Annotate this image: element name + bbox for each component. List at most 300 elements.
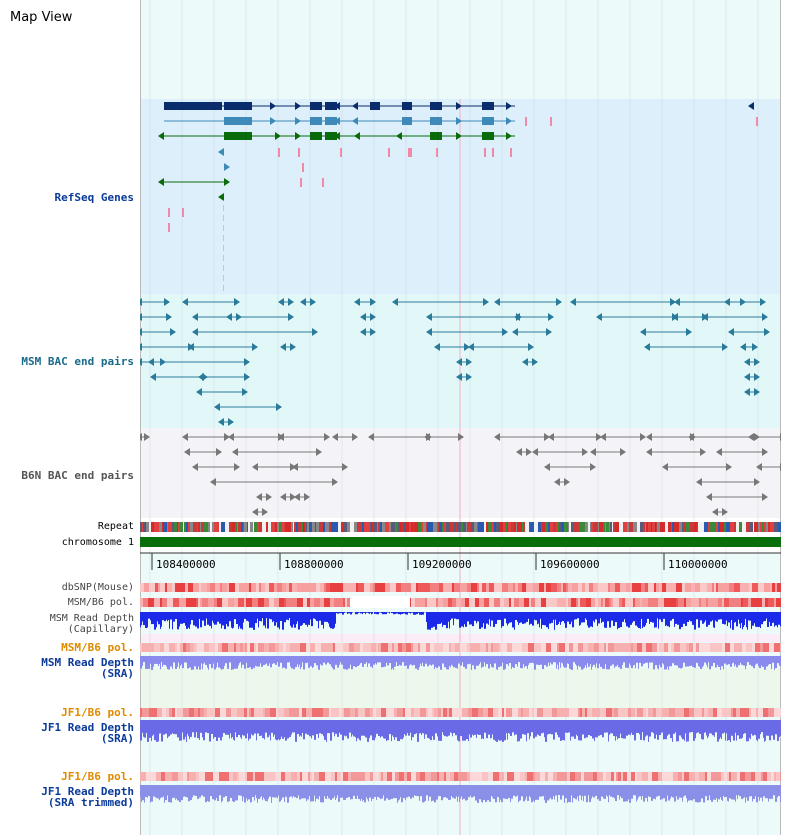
track-label-dbsnp[interactable]: dbSNP(Mouse) [61, 582, 134, 593]
jf1-depth-sra-bar [140, 720, 142, 741]
jf1-depth-trim-bar [677, 785, 679, 800]
msm-depth-capillary-bar [185, 612, 186, 626]
jf1-depth-trim-bar [765, 785, 767, 798]
msm-depth-sra-bar [350, 656, 351, 665]
jf1-b6-pol-cell [434, 708, 438, 717]
msm-depth-sra-bar [606, 656, 608, 669]
msm-depth-capillary-bar [362, 612, 363, 614]
track-label-jf1-b6-pol-1[interactable]: JF1/B6 pol. [61, 706, 134, 719]
repeat-block [229, 522, 232, 532]
msm-depth-sra-bar [534, 656, 536, 670]
msm-b6-pol-cell [619, 598, 622, 607]
jf1-depth-sra-bar [187, 720, 188, 734]
jf1-b6-pol-2-cell [570, 772, 572, 781]
msm-depth-sra-bar [494, 656, 496, 663]
axis-tick-label: 110000000 [668, 558, 728, 571]
msm-depth-sra-bar [542, 656, 544, 669]
msm-depth-sra-bar [258, 656, 260, 667]
msm-depth-sra-bar [595, 656, 596, 668]
jf1-depth-trim-bar [346, 785, 348, 798]
jf1-depth-trim-bar [758, 785, 759, 797]
msm-depth-capillary-bar [326, 612, 328, 622]
jf1-b6-pol-cell [149, 708, 151, 717]
jf1-depth-trim-bar [501, 785, 503, 802]
jf1-b6-pol-cell [207, 708, 210, 717]
jf1-b6-pol-2-cell [567, 772, 570, 781]
msm-depth-capillary-bar [465, 612, 467, 627]
repeat-block [178, 522, 180, 532]
track-label-b6n-bac[interactable]: B6N BAC end pairs [21, 469, 134, 482]
jf1-depth-sra-bar [483, 720, 484, 739]
msm-depth-sra-bar [703, 656, 704, 666]
msm-depth-capillary-bar [745, 612, 746, 619]
repeat-block [400, 522, 402, 532]
track-label-chromosome[interactable]: chromosome 1 [61, 537, 134, 548]
track-label-msm-depth-sra[interactable] [0, 657, 134, 679]
jf1-depth-trim-bar [460, 785, 461, 799]
jf1-b6-pol-2-cell [705, 772, 707, 781]
msm-depth-sra-bar [717, 656, 718, 665]
track-label-refseq[interactable]: RefSeq Genes [54, 191, 134, 204]
jf1-depth-sra-bar [529, 720, 530, 739]
jf1-depth-sra-bar [318, 720, 319, 738]
jf1-b6-pol-cell [231, 708, 237, 717]
msm-b6-pol-cell [252, 598, 254, 607]
jf1-b6-pol-2-cell [381, 772, 383, 781]
jf1-depth-sra-bar [223, 720, 225, 733]
jf1-depth-sra-bar [324, 720, 326, 740]
msm-depth-capillary-bar [365, 612, 366, 614]
track-label-msm-depth-cap[interactable] [0, 613, 134, 635]
jf1-depth-sra-bar [460, 720, 462, 736]
jf1-depth-trim-bar [257, 785, 258, 803]
jf1-depth-trim-bar [227, 785, 229, 802]
jf1-depth-trim-bar [355, 785, 357, 799]
jf1-b6-pol-cell [355, 708, 358, 717]
jf1-b6-pol-cell [572, 708, 574, 717]
jf1-depth-trim-bar [203, 785, 205, 797]
msm-depth-sra-bar [577, 656, 578, 670]
jf1-depth-sra-bar [159, 720, 160, 734]
msm-depth-capillary-bar [382, 612, 384, 614]
jf1-b6-pol-2-cell [729, 772, 731, 781]
jf1-b6-pol-2-cell [755, 772, 761, 781]
jf1-depth-sra-bar [571, 720, 572, 737]
msm-depth-capillary-bar [504, 612, 506, 619]
msm-b6-pol-2-cell [480, 643, 486, 652]
track-label-jf1-depth-sra[interactable] [0, 722, 134, 744]
msm-depth-capillary-bar [588, 612, 590, 628]
track-label-jf1-b6-pol-2[interactable]: JF1/B6 pol. [61, 770, 134, 783]
jf1-depth-trim-bar [771, 785, 773, 799]
jf1-depth-sra-bar [779, 720, 780, 737]
jf1-b6-pol-cell [726, 708, 731, 717]
jf1-b6-pol-2-cell [420, 772, 425, 781]
jf1-depth-sra-bar [506, 720, 507, 733]
jf1-depth-sra-bar [474, 720, 475, 735]
repeat-block [683, 522, 686, 532]
jf1-depth-trim-bar [688, 785, 690, 801]
msm-depth-sra-bar [764, 656, 766, 670]
track-label-repeat[interactable]: Repeat [97, 521, 134, 532]
jf1-b6-pol-2-cell [275, 772, 281, 781]
msm-depth-sra-bar [161, 656, 162, 662]
jf1-depth-trim-bar [153, 785, 155, 796]
chromosome-bar [140, 537, 781, 547]
jf1-b6-pol-2-cell [658, 772, 662, 781]
jf1-b6-pol-2-cell [533, 772, 535, 781]
dbsnp-cell [401, 583, 405, 592]
jf1-depth-trim-bar [237, 785, 238, 800]
msm-b6-pol-2-cell [657, 643, 659, 652]
msm-b6-pol-cell [274, 598, 279, 607]
jf1-depth-trim-bar [344, 785, 346, 800]
msm-depth-sra-bar [387, 656, 389, 665]
jf1-depth-sra-bar [687, 720, 689, 741]
msm-b6-pol-cell [162, 598, 167, 607]
repeat-block [708, 522, 709, 532]
track-label-msm-b6-pol-2[interactable]: MSM/B6 pol. [61, 641, 134, 654]
repeat-block [734, 522, 736, 532]
jf1-depth-sra-bar [230, 720, 231, 733]
repeat-block [754, 522, 758, 532]
jf1-b6-pol-2-cell [383, 772, 387, 781]
jf1-depth-trim-bar [550, 785, 551, 798]
jf1-depth-sra-bar [400, 720, 402, 739]
repeat-block [145, 522, 146, 532]
dbsnp-cell [341, 583, 343, 592]
repeat-block [709, 522, 712, 532]
msm-depth-capillary-bar [489, 612, 490, 619]
repeat-block [558, 522, 559, 532]
repeat-block [610, 522, 612, 532]
msm-depth-capillary-bar [166, 612, 167, 620]
repeat-block [167, 522, 168, 532]
jf1-b6-pol-2-cell [314, 772, 319, 781]
repeat-block [172, 522, 174, 532]
jf1-depth-sra-bar [149, 720, 151, 738]
jf1-b6-pol-2-cell [291, 772, 297, 781]
jf1-depth-sra-bar [146, 720, 147, 733]
jf1-depth-sra-bar [266, 720, 267, 733]
repeat-block [275, 522, 277, 532]
msm-depth-capillary-bar [577, 612, 579, 618]
msm-depth-capillary-bar [477, 612, 479, 621]
jf1-depth-sra-bar [676, 720, 678, 741]
jf1-depth-trim-bar [475, 785, 477, 801]
jf1-depth-trim-bar [762, 785, 763, 801]
msm-depth-capillary-bar [454, 612, 456, 619]
jf1-depth-sra-bar [245, 720, 247, 738]
repeat-block [718, 522, 720, 532]
jf1-depth-sra-bar [300, 720, 301, 736]
msm-depth-capillary-bar [396, 612, 398, 614]
dbsnp-cell [443, 583, 447, 592]
jf1-depth-trim-bar [243, 785, 244, 797]
msm-depth-sra-bar [449, 656, 450, 666]
msm-depth-capillary-bar [167, 612, 168, 621]
jf1-depth-sra-bar [450, 720, 451, 732]
msm-b6-pol-cell [561, 598, 566, 607]
msm-depth-capillary-bar [200, 612, 202, 627]
jf1-depth-trim-bar [172, 785, 173, 798]
jf1-depth-sra-bar [241, 720, 242, 739]
msm-b6-pol-2-cell [398, 643, 402, 652]
msm-depth-capillary-bar [238, 612, 239, 629]
jf1-b6-pol-cell [662, 708, 667, 717]
msm-depth-capillary-bar [406, 612, 408, 615]
msm-depth-sra-bar [528, 656, 529, 665]
msm-depth-sra-bar [256, 656, 258, 666]
msm-depth-capillary-bar [600, 612, 601, 618]
jf1-depth-sra-bar [446, 720, 448, 737]
jf1-b6-pol-2-cell [404, 772, 407, 781]
jf1-b6-pol-2-cell [520, 772, 525, 781]
msm-b6-pol-cell [678, 598, 684, 607]
msm-b6-pol-2-cell [140, 643, 142, 652]
jf1-depth-trim-bar [187, 785, 188, 798]
jf1-depth-sra-bar [693, 720, 695, 741]
msm-depth-capillary-bar [372, 612, 373, 614]
repeat-block [454, 522, 456, 532]
msm-depth-capillary-bar [401, 612, 403, 614]
msm-depth-sra-bar [337, 656, 339, 668]
refseq-minor-feature [168, 223, 170, 232]
msm-b6-pol-2-cell [621, 643, 626, 652]
jf1-depth-sra-bar [167, 720, 168, 738]
msm-depth-capillary-bar [195, 612, 197, 627]
msm-depth-capillary-bar [687, 612, 689, 622]
jf1-b6-pol-2-cell [721, 772, 724, 781]
jf1-depth-sra-bar [646, 720, 648, 735]
jf1-depth-trim-bar [350, 785, 351, 799]
repeat-block [516, 522, 517, 532]
msm-depth-capillary-bar [284, 612, 285, 622]
jf1-depth-trim-bar [337, 785, 338, 795]
dbsnp-cell [494, 583, 497, 592]
msm-depth-capillary-bar [642, 612, 643, 628]
repeat-block [770, 522, 773, 532]
msm-b6-pol-2-cell [319, 643, 321, 652]
msm-depth-sra-bar [515, 656, 517, 664]
msm-depth-sra-bar [630, 656, 631, 665]
dbsnp-cell [411, 583, 416, 592]
msm-depth-sra-bar [283, 656, 285, 668]
jf1-depth-sra-bar [293, 720, 295, 732]
jf1-depth-sra-bar [363, 720, 365, 736]
msm-depth-capillary-bar [534, 612, 535, 620]
msm-depth-sra-bar [678, 656, 680, 668]
repeat-block [603, 522, 605, 532]
msm-depth-sra-bar [411, 656, 412, 665]
msm-depth-capillary-bar [366, 612, 368, 613]
dbsnp-cell [578, 583, 582, 592]
repeat-block [760, 522, 762, 532]
jf1-depth-trim-bar [768, 785, 769, 802]
msm-depth-sra-bar [329, 656, 331, 664]
repeat-block [774, 522, 775, 532]
jf1-depth-trim-bar [682, 785, 683, 802]
msm-depth-capillary-bar [405, 612, 406, 614]
repeat-block [730, 522, 734, 532]
jf1-depth-sra-bar [508, 720, 509, 733]
jf1-depth-trim-bar [410, 785, 412, 799]
jf1-depth-sra-bar [586, 720, 588, 737]
jf1-depth-trim-bar [412, 785, 413, 797]
jf1-b6-pol-2-cell [433, 772, 437, 781]
msm-b6-pol-cell [658, 598, 664, 607]
jf1-b6-pol-cell [646, 708, 648, 717]
jf1-b6-pol-cell [428, 708, 432, 717]
msm-depth-sra-bar [648, 656, 649, 668]
jf1-depth-trim-bar [298, 785, 299, 795]
jf1-depth-trim-bar [369, 785, 371, 798]
msm-depth-sra-bar [173, 656, 175, 663]
jf1-depth-sra-bar [509, 720, 510, 734]
repeat-block [665, 522, 668, 532]
jf1-depth-sra-bar [726, 720, 727, 733]
msm-depth-sra-bar [639, 656, 641, 663]
jf1-depth-sra-bar [685, 720, 686, 733]
jf1-depth-sra-bar [755, 720, 756, 735]
msm-depth-sra-bar [774, 656, 775, 670]
msm-b6-pol-2-cell [464, 643, 467, 652]
jf1-depth-trim-bar [609, 785, 610, 795]
dbsnp-cell [188, 583, 193, 592]
msm-b6-pol-cell [438, 598, 443, 607]
jf1-b6-pol-2-cell [551, 772, 553, 781]
msm-b6-pol-cell [214, 598, 217, 607]
msm-depth-capillary-bar [760, 612, 761, 628]
msm-depth-capillary-bar [389, 612, 390, 613]
jf1-depth-sra-bar [495, 720, 496, 741]
repeat-block [519, 522, 522, 532]
msm-b6-pol-cell [635, 598, 640, 607]
msm-b6-pol-2-cell [760, 643, 763, 652]
jf1-b6-pol-cell [276, 708, 278, 717]
msm-depth-sra-bar [420, 656, 421, 664]
jf1-depth-trim-bar [661, 785, 663, 799]
dbsnp-cell [452, 583, 454, 592]
msm-depth-sra-bar [736, 656, 738, 667]
jf1-b6-pol-2-cell [196, 772, 199, 781]
msm-depth-capillary-bar [670, 612, 672, 621]
msm-depth-sra-bar [299, 656, 300, 665]
jf1-depth-trim-bar [425, 785, 426, 801]
jf1-b6-pol-2-cell [623, 772, 627, 781]
refseq-trace [223, 205, 224, 211]
jf1-depth-sra-bar [251, 720, 252, 734]
jf1-b6-pol-cell [606, 708, 612, 717]
jf1-depth-trim-bar [692, 785, 693, 801]
msm-depth-sra-bar [221, 656, 222, 670]
dbsnp-cell [682, 583, 685, 592]
dbsnp-cell [160, 583, 165, 592]
track-label-msm-b6-pol-1[interactable]: MSM/B6 pol. [67, 597, 134, 608]
genome-tracks[interactable] [140, 0, 781, 835]
jf1-depth-trim-bar [465, 785, 467, 801]
msm-depth-sra-bar [222, 656, 224, 669]
jf1-depth-trim-bar [231, 785, 232, 798]
jf1-depth-trim-bar [446, 785, 448, 798]
msm-depth-sra-bar [726, 656, 728, 665]
jf1-depth-trim-bar [282, 785, 284, 797]
jf1-depth-trim-bar [303, 785, 304, 798]
msm-depth-capillary-bar [330, 612, 332, 628]
jf1-depth-trim-bar [293, 785, 294, 796]
dbsnp-cell [582, 583, 585, 592]
msm-depth-sra-bar [655, 656, 657, 665]
jf1-depth-sra-bar [278, 720, 279, 739]
msm-depth-capillary-bar [562, 612, 564, 621]
jf1-b6-pol-2-cell [593, 772, 597, 781]
repeat-block [316, 522, 319, 532]
track-label-msm-bac[interactable]: MSM BAC end pairs [21, 355, 134, 368]
jf1-depth-trim-bar [367, 785, 368, 799]
msm-depth-sra-bar [415, 656, 417, 669]
repeat-block [385, 522, 389, 532]
msm-depth-capillary-bar [399, 612, 400, 614]
msm-depth-capillary-bar [764, 612, 766, 621]
jf1-depth-trim-bar [264, 785, 265, 799]
jf1-depth-trim-bar [775, 785, 777, 802]
jf1-depth-trim-bar [229, 785, 230, 801]
jf1-b6-pol-cell [763, 708, 768, 717]
repeat-block [645, 522, 646, 532]
msm-depth-capillary-bar [386, 612, 387, 614]
jf1-depth-sra-bar [227, 720, 229, 735]
jf1-b6-pol-cell [582, 708, 585, 717]
jf1-depth-trim-bar [314, 785, 315, 796]
jf1-depth-trim-bar [322, 785, 324, 802]
jf1-b6-pol-2-cell [540, 772, 545, 781]
msm-depth-sra-bar [561, 656, 562, 662]
jf1-depth-sra-bar [661, 720, 663, 733]
jf1-depth-trim-bar [261, 785, 262, 796]
gene-exon-arrow [140, 433, 142, 441]
msm-depth-sra-bar [321, 656, 323, 665]
msm-depth-capillary-bar [217, 612, 219, 622]
dbsnp-cell [641, 583, 645, 592]
dbsnp-cell [563, 583, 566, 592]
msm-b6-pol-2-cell [680, 643, 686, 652]
jf1-depth-sra-bar [699, 720, 701, 734]
msm-b6-pol-2-cell [222, 643, 228, 652]
jf1-b6-pol-2-cell [774, 772, 776, 781]
jf1-b6-pol-2-cell [151, 772, 156, 781]
jf1-depth-sra-bar [642, 720, 643, 732]
jf1-depth-trim-bar [778, 785, 780, 796]
jf1-depth-trim-bar [468, 785, 470, 797]
dbsnp-cell [251, 583, 256, 592]
jf1-b6-pol-cell [768, 708, 774, 717]
jf1-depth-trim-bar [680, 785, 682, 798]
jf1-depth-sra-bar [256, 720, 257, 740]
jf1-depth-trim-bar [158, 785, 159, 799]
jf1-depth-trim-bar [683, 785, 684, 797]
jf1-b6-pol-2-cell [731, 772, 734, 781]
track-label-jf1-depth-trim[interactable] [0, 786, 134, 808]
msm-depth-capillary-bar [560, 612, 561, 625]
msm-depth-capillary-bar [227, 612, 229, 626]
msm-depth-sra-bar [192, 656, 194, 670]
jf1-depth-trim-bar [417, 785, 419, 796]
msm-depth-capillary-bar [602, 612, 604, 622]
msm-b6-pol-2-cell [475, 643, 480, 652]
msm-depth-capillary-bar [739, 612, 740, 624]
gene-exon-arrow [140, 343, 142, 351]
msm-depth-sra-bar [741, 656, 743, 665]
